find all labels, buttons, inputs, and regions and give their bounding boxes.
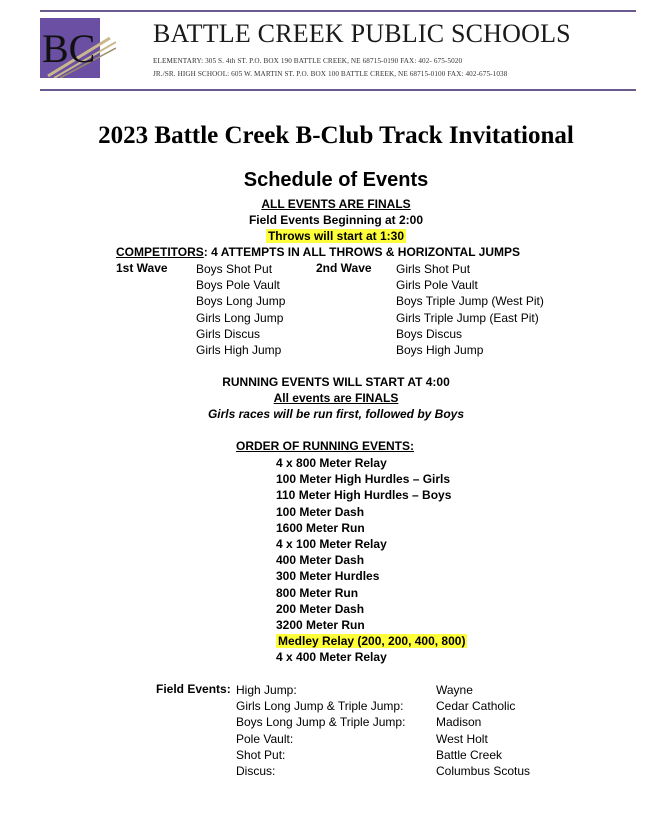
- school-logo: [40, 18, 116, 78]
- list-item: Battle Creek: [436, 747, 503, 762]
- list-item: Shot Put:: [236, 747, 286, 762]
- list-item: Boys High Jump: [396, 342, 484, 357]
- list-item: Cedar Catholic: [436, 699, 516, 714]
- page-title: 2023 Battle Creek B-Club Track Invitational: [98, 122, 574, 149]
- list-item: Boys Pole Vault: [196, 278, 280, 293]
- medley-relay-highlight: Medley Relay (200, 200, 400, 800): [278, 634, 466, 649]
- list-item: Girls Shot Put: [396, 262, 471, 276]
- list-item: Boys Triple Jump (West Pit): [396, 294, 544, 309]
- all-finals-notice: ALL EVENTS ARE FINALS: [261, 197, 411, 211]
- list-item: 1600 Meter Run: [276, 520, 365, 535]
- list-item: Madison: [436, 715, 482, 730]
- wave1-label: 1st Wave: [116, 261, 168, 275]
- list-item: Girls Long Jump: [196, 310, 284, 325]
- throws-line: [0, 229, 672, 243]
- list-item: 4 x 800 Meter Relay: [276, 456, 387, 470]
- list-item: 110 Meter High Hurdles – Boys: [276, 488, 452, 503]
- list-item: 200 Meter Dash: [276, 601, 365, 616]
- schedule-heading: Schedule of Events: [243, 169, 429, 191]
- address-elementary: ELEMENTARY: 305 S. 4th ST. P.O. BOX 190 BATTLE CREEK, NE 68715-0190 FAX: 402- 675-5020: [153, 57, 463, 65]
- list-item: Wayne: [436, 683, 473, 697]
- wave2-events: [396, 261, 544, 358]
- school-name: BATTLE CREEK PUBLIC SCHOOLS: [153, 19, 571, 48]
- field-start-time: Field Events Beginning at 2:00: [248, 213, 424, 227]
- list-item: Boys Discus: [396, 326, 463, 341]
- list-item: Girls Long Jump & Triple Jump:: [236, 699, 404, 714]
- list-item: 3200 Meter Run: [276, 617, 365, 632]
- running-start: RUNNING EVENTS WILL START AT 4:00: [222, 375, 450, 389]
- list-item: Discus:: [236, 763, 276, 778]
- list-item: Girls Pole Vault: [396, 278, 478, 293]
- list-item: 100 Meter Dash: [276, 504, 365, 519]
- address-high-school: JR./SR. HIGH SCHOOL: 605 W. MARTIN ST. P.O. BOX 100 BATTLE CREEK, NE 68715-0100 FAX: 402-675-1038: [153, 70, 508, 78]
- top-rule: [40, 10, 636, 12]
- field-events-schools: [436, 682, 530, 779]
- competitors-rule: : 4 ATTEMPTS IN ALL THROWS & HORIZONTAL JUMPS: [203, 245, 521, 259]
- list-item: Boys Long Jump & Triple Jump:: [236, 715, 406, 730]
- list-item: Columbus Scotus: [436, 763, 531, 778]
- list-item: Boys Shot Put: [196, 262, 273, 276]
- list-item: 300 Meter Hurdles: [276, 569, 380, 584]
- list-item-highlighted: [276, 633, 467, 649]
- field-events-list: [236, 682, 405, 779]
- list-item: 800 Meter Run: [276, 585, 359, 600]
- bottom-rule: [40, 89, 636, 91]
- throws-start-time: Throws will start at 1:30: [267, 229, 405, 243]
- list-item: High Jump:: [236, 683, 297, 697]
- running-finals: All events are FINALS: [273, 391, 399, 405]
- list-item: 4 x 100 Meter Relay: [276, 536, 387, 551]
- list-item: West Holt: [436, 731, 488, 746]
- field-events-label: Field Events:: [156, 682, 231, 696]
- list-item: Girls High Jump: [196, 342, 282, 357]
- running-events-list: [276, 455, 467, 665]
- list-item: Pole Vault:: [236, 731, 294, 746]
- list-item: Girls Discus: [196, 326, 261, 341]
- list-item: Girls Triple Jump (East Pit): [396, 310, 539, 325]
- list-item: Boys Long Jump: [196, 294, 286, 309]
- running-order-heading: ORDER OF RUNNING EVENTS:: [236, 439, 415, 453]
- competitors-line: [116, 245, 520, 259]
- wave2-label: 2nd Wave: [316, 261, 372, 275]
- competitors-label: COMPETITORS: [116, 245, 204, 259]
- list-item: 400 Meter Dash: [276, 553, 365, 568]
- list-item: 4 x 400 Meter Relay: [276, 650, 387, 665]
- logo-text: BC: [42, 26, 96, 71]
- wave1-events: [196, 261, 285, 358]
- running-note: Girls races will be run first, followed by Boys: [207, 407, 465, 421]
- list-item: 100 Meter High Hurdles – Girls: [276, 472, 451, 487]
